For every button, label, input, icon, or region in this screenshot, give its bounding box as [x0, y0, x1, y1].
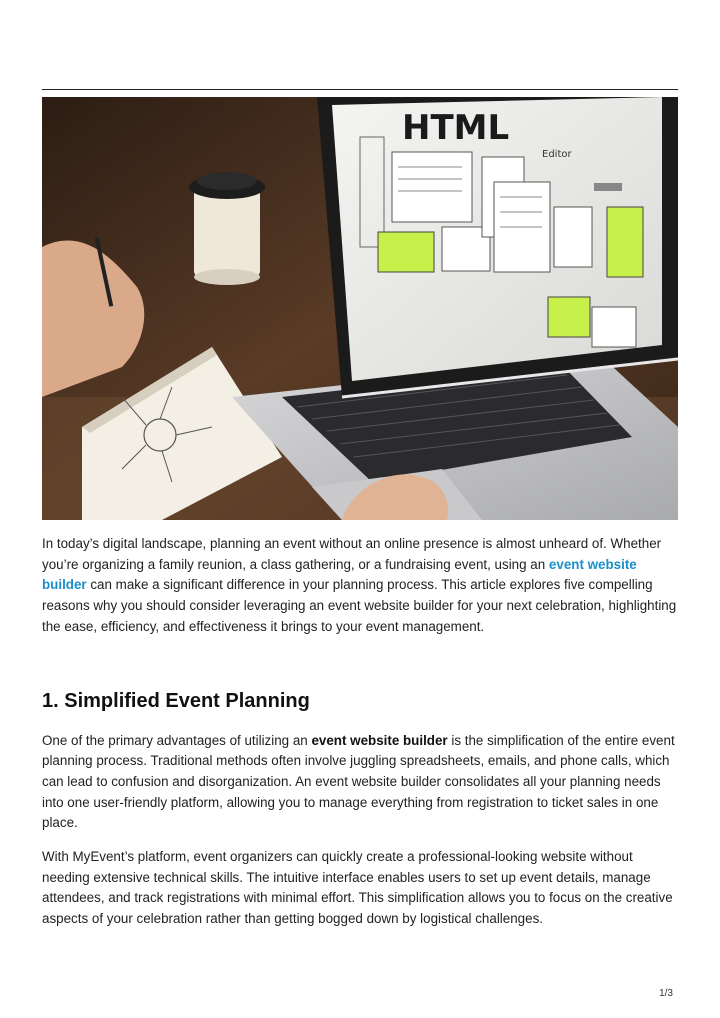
coffee-cup — [189, 172, 265, 285]
intro-text-before: In today’s digital landscape, planning an event without an online presence is almost unheard of. Whether you’re organizing a family reunion, a class gathering, or a fundraising event, using an — [42, 536, 662, 572]
section-paragraph-2: With MyEvent’s platform, event organizers can quickly create a professional-looking website without needing extensive technical skills. The intuitive interface enables users to set up event details, manage attendees, and track registrations with minimal effort. This simplification allows you to focus on the creative aspects of your celebration rather than getting bogged down by logistical challenges. — [42, 849, 673, 927]
p1-text-before: One of the primary advantages of utilizing an — [42, 732, 312, 748]
p1-text-after: is the simplification of the entire event planning process. Traditional methods often involve juggling spreadsheets, emails, and phone calls, which can lead to confusion and disorganization. An event website builder consolidates all your planning needs into one user-friendly platform, allowing you to manage everything from registration to ticket sales in one place. — [42, 732, 675, 831]
page-number: 1/3 — [659, 988, 673, 999]
p1-bold-term: event website builder — [311, 732, 448, 748]
screen-heading-text: HTML — [402, 108, 510, 148]
intro-text-after: can make a significant difference in your planning process. This article explores five compelling reasons why you should consider leveraging an event website builder for your next celebration, highlighting the ease, efficiency, and effectiveness it brings to your event management. — [42, 577, 677, 634]
screen-note-text: Editor — [542, 149, 572, 160]
article-body — [42, 534, 678, 943]
laptop-screen — [332, 97, 662, 381]
hero-image — [42, 97, 678, 520]
section-heading: 1. Simplified Event Planning — [42, 689, 310, 712]
header-rule — [42, 89, 678, 90]
section-paragraph-1 — [42, 731, 678, 835]
event-website-builder-link[interactable]: event website builder — [42, 556, 637, 593]
intro-paragraph — [42, 534, 678, 638]
